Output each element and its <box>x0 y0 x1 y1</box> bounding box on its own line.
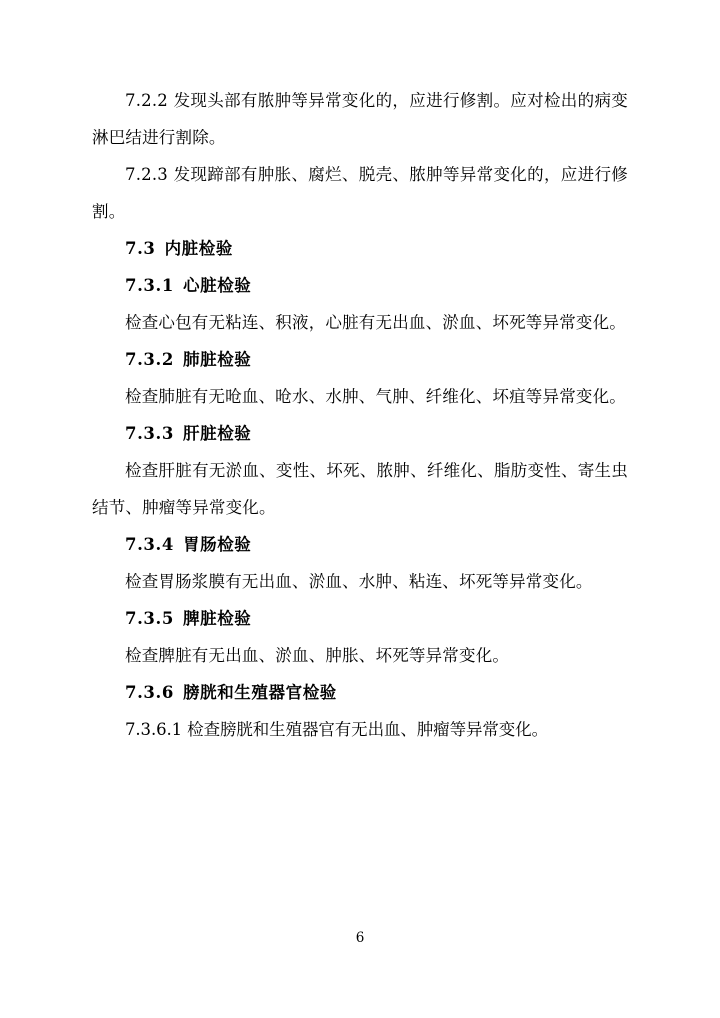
heading-7-3-3-number: 7.3.3 <box>125 424 174 443</box>
heading-7-3 <box>92 230 628 267</box>
heading-7-3-3-title: 肝脏检验 <box>183 424 252 443</box>
document-body <box>92 82 628 748</box>
heading-7-3-2-title: 肺脏检验 <box>183 350 252 369</box>
heading-7-3-2 <box>92 341 628 378</box>
heading-7-3-1-title: 心脏检验 <box>183 276 252 295</box>
heading-7-3-1 <box>92 267 628 304</box>
heading-7-3-1-number: 7.3.1 <box>125 276 174 295</box>
heading-7-3-title: 内脏检验 <box>164 239 233 258</box>
paragraph-7-3-6-1: 7.3.6.1 检查膀胱和生殖器官有无出血、肿瘤等异常变化。 <box>125 720 548 739</box>
page-number: 6 <box>355 930 365 946</box>
paragraph-liver-inspection: 检查肝脏有无淤血、变性、坏死、脓肿、纤维化、脂肪变性、寄生虫结节、肿瘤等异常变化。 <box>92 461 628 517</box>
heading-7-3-5-title: 脾脏检验 <box>183 609 252 628</box>
heading-7-3-4 <box>92 526 628 563</box>
paragraph-heart-inspection: 检查心包有无粘连、积液，心脏有无出血、淤血、坏死等异常变化。 <box>125 313 626 332</box>
heading-7-3-6 <box>92 674 628 711</box>
heading-7-3-3 <box>92 415 628 452</box>
paragraph-7-2-2: 7.2.2 发现头部有脓肿等异常变化的，应进行修割。应对检出的病变淋巴结进行割除。 <box>92 91 628 147</box>
paragraph-stomach-intestine-inspection: 检查胃肠浆膜有无出血、淤血、水肿、粘连、坏死等异常变化。 <box>125 572 593 591</box>
heading-7-3-number: 7.3 <box>125 239 156 258</box>
heading-7-3-2-number: 7.3.2 <box>125 350 174 369</box>
paragraph-7-2-3: 7.2.3 发现蹄部有肿胀、腐烂、脱壳、脓肿等异常变化的，应进行修割。 <box>92 165 628 221</box>
heading-7-3-6-title: 膀胱和生殖器官检验 <box>183 683 337 702</box>
heading-7-3-6-number: 7.3.6 <box>125 683 174 702</box>
heading-7-3-5-number: 7.3.5 <box>125 609 174 628</box>
paragraph-lung-inspection: 检查肺脏有无呛血、呛水、水肿、气肿、纤维化、坏疽等异常变化。 <box>125 387 626 406</box>
heading-7-3-4-title: 胃肠检验 <box>183 535 252 554</box>
paragraph-spleen-inspection: 检查脾脏有无出血、淤血、肿胀、坏死等异常变化。 <box>125 646 510 665</box>
heading-7-3-4-number: 7.3.4 <box>125 535 174 554</box>
heading-7-3-5 <box>92 600 628 637</box>
